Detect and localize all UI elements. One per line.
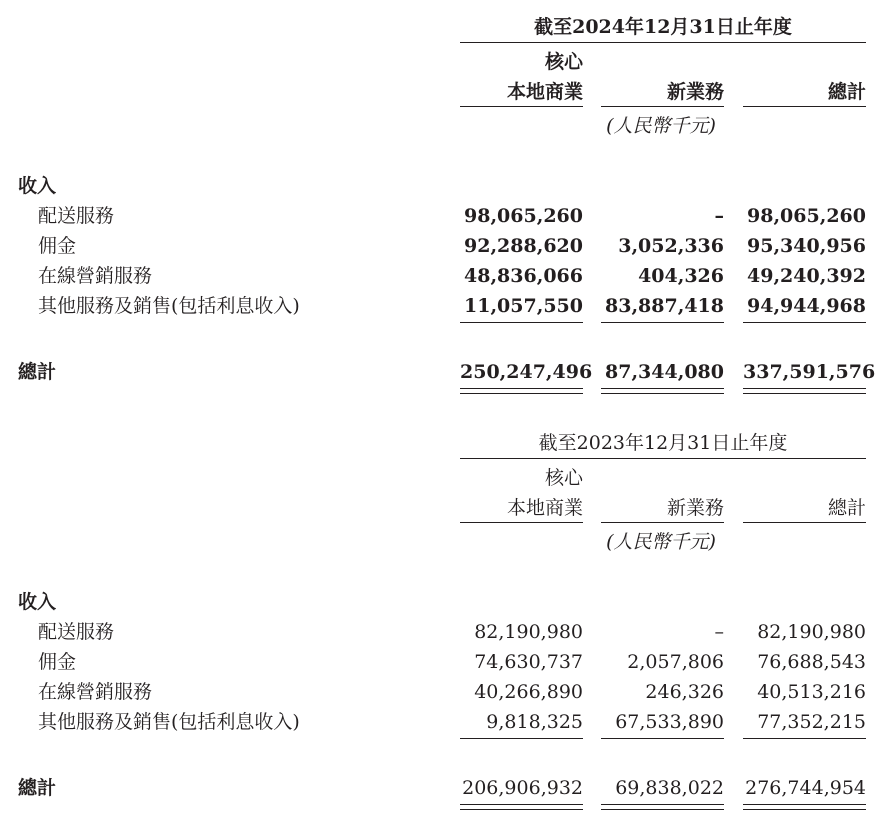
total-double-rule — [601, 809, 724, 810]
cell-core: 74,630,737 — [474, 651, 583, 673]
cell-total: 40,513,216 — [757, 681, 866, 703]
total-double-rule — [743, 804, 866, 805]
total-double-rule — [743, 393, 866, 394]
cell-new: 2,057,806 — [627, 651, 724, 673]
total-double-rule — [601, 393, 724, 394]
cell-total: 77,352,215 — [757, 711, 866, 733]
subtotal-rule — [743, 738, 866, 739]
period-heading: 截至2024年12月31日止年度 — [534, 16, 792, 38]
row-label: 配送服務 — [38, 205, 115, 227]
cell-new: 83,887,418 — [605, 295, 724, 317]
subtotal-rule — [601, 738, 724, 739]
cell-core: 40,266,890 — [474, 681, 583, 703]
row-label: 配送服務 — [38, 621, 115, 643]
unit-label: (人民幣千元) — [606, 531, 716, 553]
row-label: 佣金 — [38, 651, 77, 673]
cell-core: 98,065,260 — [464, 205, 583, 227]
cell-total: 94,944,968 — [747, 295, 866, 317]
subtotal-rule — [460, 738, 583, 739]
col-rule-total — [743, 106, 866, 107]
col-total: 總計 — [827, 81, 866, 103]
col-new: 新業務 — [666, 81, 724, 103]
col-rule-core — [460, 522, 583, 523]
col-total: 總計 — [827, 497, 866, 519]
row-label: 在線營銷服務 — [38, 265, 153, 287]
total-double-rule — [460, 388, 583, 389]
col-core-line1: 核心 — [544, 467, 583, 489]
subtotal-rule — [601, 322, 724, 323]
subtotal-rule — [460, 322, 583, 323]
row-label: 佣金 — [38, 235, 77, 257]
col-core-line2: 本地商業 — [506, 81, 583, 103]
cell-total: 95,340,956 — [747, 235, 866, 257]
total-new: 69,838,022 — [615, 777, 724, 799]
section-label: 收入 — [18, 591, 57, 613]
cell-new: 3,052,336 — [618, 235, 724, 257]
row-label: 其他服務及銷售(包括利息收入) — [38, 711, 300, 733]
col-new: 新業務 — [666, 497, 724, 519]
total-double-rule — [460, 393, 583, 394]
total-new: 87,344,080 — [605, 361, 724, 383]
period-heading: 截至2023年12月31日止年度 — [538, 432, 788, 454]
cell-core: 48,836,066 — [464, 265, 583, 287]
col-rule-new — [601, 106, 724, 107]
total-double-rule — [743, 388, 866, 389]
cell-new: – — [714, 205, 724, 227]
row-label: 其他服務及銷售(包括利息收入) — [38, 295, 300, 317]
col-core-line1: 核心 — [544, 51, 583, 73]
period-rule — [460, 42, 866, 43]
cell-new: 246,326 — [645, 681, 724, 703]
total-label: 總計 — [18, 361, 57, 383]
cell-total: 82,190,980 — [757, 621, 866, 643]
col-rule-total — [743, 522, 866, 523]
total-label: 總計 — [18, 777, 57, 799]
cell-core: 11,057,550 — [464, 295, 583, 317]
unit-label: (人民幣千元) — [606, 115, 716, 137]
cell-total: 98,065,260 — [747, 205, 866, 227]
total-core: 206,906,932 — [462, 777, 583, 799]
total-double-rule — [601, 388, 724, 389]
cell-total: 49,240,392 — [747, 265, 866, 287]
total-total: 276,744,954 — [745, 777, 866, 799]
cell-new: – — [714, 621, 724, 643]
total-core: 250,247,496 — [460, 361, 593, 383]
period-rule — [460, 458, 866, 459]
cell-core: 92,288,620 — [464, 235, 583, 257]
cell-core: 9,818,325 — [486, 711, 583, 733]
col-core-line2: 本地商業 — [506, 497, 583, 519]
total-total: 337,591,576 — [743, 361, 876, 383]
col-rule-new — [601, 522, 724, 523]
subtotal-rule — [743, 322, 866, 323]
section-label: 收入 — [18, 175, 57, 197]
cell-new: 404,326 — [638, 265, 724, 287]
cell-total: 76,688,543 — [757, 651, 866, 673]
row-label: 在線營銷服務 — [38, 681, 153, 703]
cell-new: 67,533,890 — [615, 711, 724, 733]
cell-core: 82,190,980 — [474, 621, 583, 643]
total-double-rule — [460, 809, 583, 810]
total-double-rule — [460, 804, 583, 805]
total-double-rule — [601, 804, 724, 805]
total-double-rule — [743, 809, 866, 810]
col-rule-core — [460, 106, 583, 107]
